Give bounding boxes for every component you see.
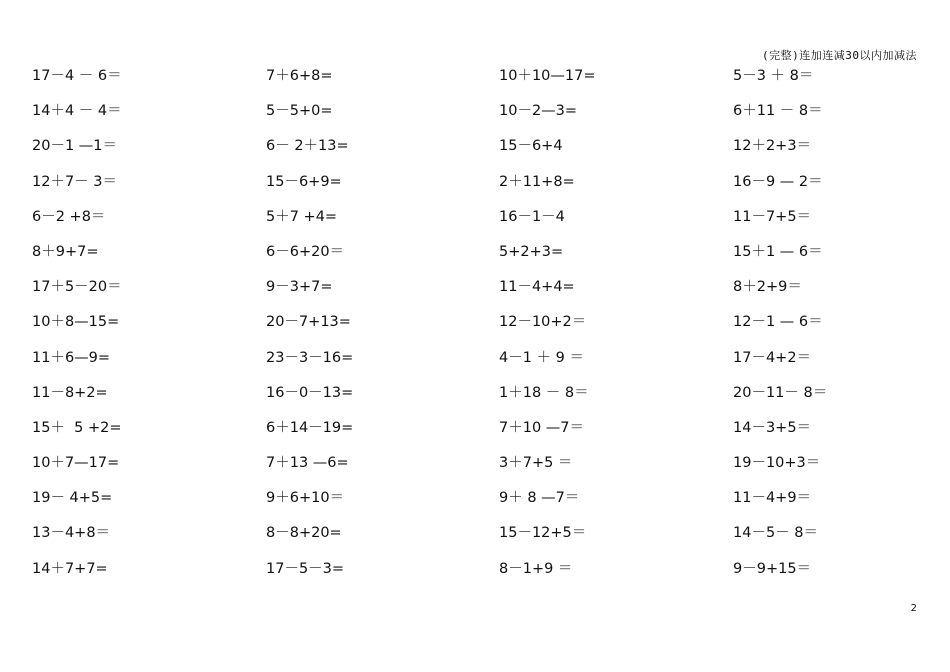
arithmetic-problem: 6－2 +8＝ [32, 208, 106, 225]
arithmetic-problem: 9＋6+10＝ [266, 490, 345, 507]
arithmetic-problem: 14－5－ 8＝ [733, 525, 819, 542]
arithmetic-problem: 16－0－13= [266, 384, 354, 401]
arithmetic-problem: 11－7+5＝ [733, 208, 812, 225]
arithmetic-problem: 17－4 － 6＝ [32, 68, 122, 84]
arithmetic-problem: 6＋14－19= [266, 419, 354, 436]
arithmetic-problem: 17＋5－20＝ [32, 279, 122, 296]
arithmetic-problem: 6＋11 － 8＝ [733, 103, 823, 120]
arithmetic-problem: 14＋7+7= [32, 560, 108, 577]
arithmetic-problem: 3＋7+5 ＝ [499, 455, 573, 472]
arithmetic-problem: 16－9 — 2＝ [733, 173, 823, 190]
arithmetic-problem: 19－ 4+5= [32, 490, 113, 507]
arithmetic-problem: 8－8+20= [266, 525, 342, 542]
arithmetic-problem: 8＋2+9＝ [733, 279, 802, 296]
arithmetic-problem: 15＋1 — 6＝ [733, 243, 823, 260]
arithmetic-problem: 9－3+7= [266, 279, 333, 296]
arithmetic-problem: 6－ 2＋13= [266, 138, 349, 155]
arithmetic-problem: 5+2+3= [499, 243, 564, 260]
arithmetic-problem: 10＋10—17= [499, 68, 596, 84]
problem-grid [32, 64, 912, 592]
arithmetic-problem: 16－1－4 [499, 208, 565, 225]
arithmetic-problem: 17－5－3= [266, 560, 345, 577]
arithmetic-problem: 12－10+2＝ [499, 314, 587, 331]
arithmetic-problem: 8－1+9 ＝ [499, 560, 573, 577]
arithmetic-problem: 15＋ 5 +2= [32, 419, 122, 436]
arithmetic-problem: 15－6+9= [266, 173, 342, 190]
arithmetic-problem: 6－6+20＝ [266, 243, 345, 260]
arithmetic-problem: 23－3－16= [266, 349, 354, 366]
arithmetic-problem: 15－12+5＝ [499, 525, 587, 542]
arithmetic-problem: 1＋18 － 8＝ [499, 384, 589, 401]
arithmetic-problem: 20－11－ 8＝ [733, 384, 828, 401]
arithmetic-problem: 8＋9+7= [32, 243, 99, 260]
arithmetic-problem: 14＋4 － 4＝ [32, 103, 122, 120]
arithmetic-problem: 7＋6+8= [266, 68, 333, 84]
arithmetic-problem: 20－1 —1＝ [32, 138, 118, 155]
arithmetic-problem: 14－3+5＝ [733, 419, 812, 436]
arithmetic-problem: 10＋8—15= [32, 314, 120, 331]
arithmetic-problem: 5－3 ＋ 8＝ [733, 68, 814, 84]
arithmetic-problem: 4－1 ＋ 9 ＝ [499, 349, 585, 366]
arithmetic-problem: 5＋7 +4= [266, 208, 338, 225]
arithmetic-problem: 7＋10 —7＝ [499, 419, 585, 436]
page-header-title: (完整)连加连减30以内加减法 [762, 49, 917, 62]
arithmetic-problem: 2＋11+8= [499, 173, 575, 190]
arithmetic-problem: 12－1 — 6＝ [733, 314, 823, 331]
arithmetic-problem: 17－4+2＝ [733, 349, 812, 366]
page-number: 2 [910, 603, 917, 614]
arithmetic-problem: 7＋13 —6= [266, 455, 349, 472]
arithmetic-problem: 12＋2+3＝ [733, 138, 812, 155]
arithmetic-problem: 11＋6—9= [32, 349, 111, 366]
arithmetic-problem: 15－6+4 [499, 138, 563, 155]
arithmetic-problem: 12＋7－ 3＝ [32, 173, 118, 190]
arithmetic-problem: 9＋ 8 —7＝ [499, 490, 580, 507]
arithmetic-problem: 10－2—3= [499, 103, 578, 120]
arithmetic-problem: 13－4+8＝ [32, 525, 111, 542]
arithmetic-problem: 5－5+0= [266, 103, 333, 120]
arithmetic-problem: 20－7+13= [266, 314, 351, 331]
arithmetic-problem: 11－4+4= [499, 279, 575, 296]
arithmetic-problem: 9－9+15＝ [733, 560, 812, 577]
arithmetic-problem: 19－10+3＝ [733, 455, 821, 472]
arithmetic-problem: 11－8+2= [32, 384, 108, 401]
arithmetic-problem: 10＋7—17= [32, 455, 120, 472]
arithmetic-problem: 11－4+9＝ [733, 490, 812, 507]
